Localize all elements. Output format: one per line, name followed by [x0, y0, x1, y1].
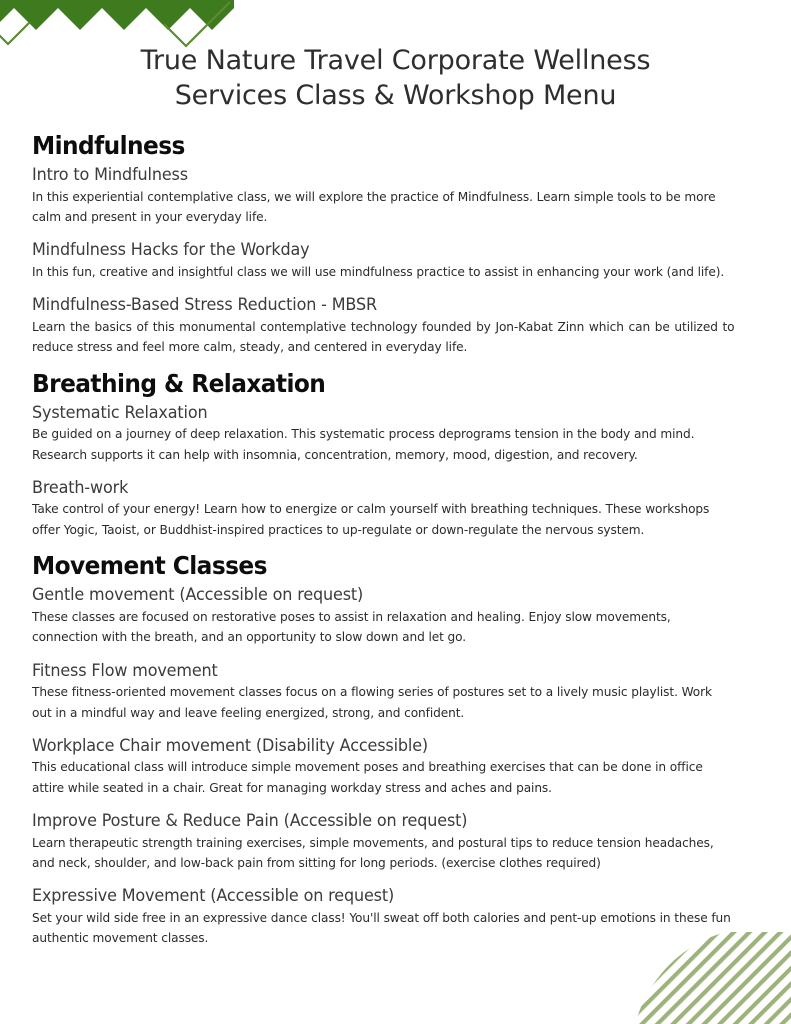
class-title: Mindfulness Hacks for the Workday	[32, 240, 310, 260]
class-title: Breath-work	[32, 477, 129, 497]
page-title-line-1: True Nature Travel Corporate Wellness	[140, 45, 651, 76]
class-item	[32, 885, 760, 948]
section-breathing-relaxation	[32, 368, 760, 541]
class-title: Mindfulness-Based Stress Reduction - MBSR	[32, 295, 377, 315]
class-title: Gentle movement (Accessible on request)	[32, 585, 364, 605]
class-title: Systematic Relaxation	[32, 402, 208, 422]
class-item	[32, 810, 760, 873]
class-item	[32, 294, 760, 357]
class-description: These classes are focused on restorative poses to assist in relaxation and healing. Enjoy slow movements, connection with the breath, and an opportunity to slow down and let go.	[32, 608, 671, 645]
class-description: In this experiential contemplative class, we will explore the practice of Mindfulness. Learn simple tools to be more calm and present in your everyday life.	[32, 188, 716, 225]
section-heading: Movement Classes	[32, 551, 267, 581]
class-description: Learn therapeutic strength training exercises, simple movements, and postural tips to reduce tension headaches, and neck, shoulder, and low-back pain from sitting for long periods. (exercise clothes required)	[32, 834, 714, 870]
class-item	[32, 660, 760, 723]
menu-content	[32, 133, 760, 949]
class-description: Take control of your energy! Learn how to energize or calm yourself with breathing techniques. These workshops offer Yogic, Taoist, or Buddhist-inspired practices to up-regulate or down-regulate the nervous system.	[32, 501, 710, 537]
section-mindfulness	[32, 133, 760, 358]
class-title: Workplace Chair movement (Disability Accessible)	[32, 735, 429, 755]
class-item	[32, 402, 760, 465]
page-title-line-2: Services Class & Workshop Menu	[174, 79, 617, 111]
class-description: This educational class will introduce simple movement poses and breathing exercises that can be done in office attire while seated in a chair. Great for managing workday stress and aches and pains.	[32, 759, 703, 795]
class-description: Be guided on a journey of deep relaxation. This systematic process deprograms tension in the body and mind. Research supports it can help with insomnia, concentration, memory, mood, digestion, and recovery.	[32, 426, 695, 462]
section-heading: Breathing & Relaxation	[32, 368, 326, 398]
class-item	[32, 584, 760, 647]
class-title: Improve Posture & Reduce Pain (Accessible on request)	[32, 811, 468, 831]
class-title: Expressive Movement (Accessible on request)	[32, 886, 395, 906]
class-description: Set your wild side free in an expressive dance class! You'll sweat off both calories and pent-up emotions in these fun authentic movement classes.	[32, 909, 731, 946]
page-title	[0, 44, 791, 113]
class-title: Fitness Flow movement	[32, 660, 218, 680]
class-item	[32, 239, 760, 282]
class-description: In this fun, creative and insightful class we will use mindfulness practice to assist in enhancing your work (and life).	[32, 263, 725, 279]
class-description: These fitness-oriented movement classes focus on a flowing series of postures set to a lively music playlist. Work out in a mindful way and leave feeling energized, strong, and confident.	[32, 684, 712, 720]
class-description: Learn the basics of this monumental contemplative technology founded by Jon-Kabat Zinn which can be utilized to reduce stress and feel more calm, steady, and centered in everyday life.	[32, 318, 735, 355]
class-item	[32, 735, 760, 798]
section-heading: Mindfulness	[32, 131, 185, 160]
class-item	[32, 164, 760, 227]
class-title: Intro to Mindfulness	[32, 165, 188, 185]
class-item	[32, 477, 760, 540]
section-movement-classes	[32, 553, 760, 948]
